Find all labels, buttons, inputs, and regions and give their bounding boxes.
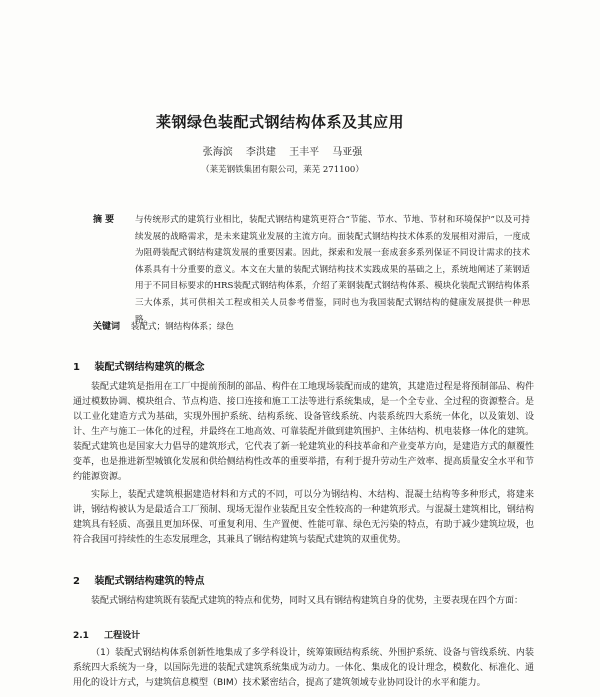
subsection-2-1-title: 工程设计 bbox=[104, 631, 141, 641]
abstract-text: 与传统形式的建筑行业相比，装配式钢结构建筑更符合“节能、节水、节地、节材和环境保护”以及可持续发展的战略需求，是未来建筑业发展的主流方向。面装配式钢结构技术体系的发展相对滞后，一度成为阻碍装配式钢结构建筑发展的重要因素。因此，探索和发展一套成套多系列保证不同设计需求的技术体系具有十分重要的意义。本文在大量的装配式钢结构技术实践成果的基础之上，系统地阐述了莱钢适用于不同目标要求的HRS装配式钢结构体系，介绍了莱钢装配式钢结构体系、模块化装配式钢结构体系三大体系，其可供相关工程或相关人员参考借鉴，同时也为我国装配式钢结构的健康发展提供一种思路。 bbox=[135, 215, 530, 325]
section-2-paragraph-1: 装配式钢结构建筑既有装配式建筑的特点和优势，同时又具有钢结构建筑自身的优势，主要表现在四个方面： bbox=[91, 596, 524, 606]
subsection-2-1-number: 2.1 bbox=[73, 631, 89, 641]
subsection-2-1-paragraph-1: （1）装配式钢结构体系创新性地集成了多学科设计，统筹策顾结构系统、外围护系统、设备与管线系统、内装系统四大系统为一身，以国际先进的装配式建筑系统集成为动力。一体化、集成化的设计理念，模数化、标准化、通用化的设计方式，与建筑信息模型（BIM）技术紧密结合，提高了建筑领域专业协同设计的水平和能力。 bbox=[73, 648, 534, 688]
section-2-heading bbox=[73, 572, 204, 587]
section-2-title: 装配式钢结构建筑的特点 bbox=[94, 576, 205, 587]
affiliation: （莱芜钢铁集团有限公司，莱芜 271100） bbox=[201, 165, 364, 175]
section-1-number: 1 bbox=[73, 362, 80, 373]
keywords-label: 关键词 bbox=[93, 322, 121, 332]
keywords-text: 装配式；钢结构体系；绿色 bbox=[130, 322, 234, 332]
subsection-2-1-heading bbox=[73, 628, 140, 641]
section-2-number: 2 bbox=[73, 576, 80, 587]
abstract-label: 摘 要 bbox=[93, 215, 115, 225]
section-1-paragraph-2: 实际上，装配式建筑根据建造材料和方式的不同，可以分为钢结构、木结构、混凝土结构等多种形式，将建来讲，钢结构被认为是最适合工厂预制、现场无湿作业装配且安全性较高的一种建筑形式。与混凝土建筑相比，钢结构建筑具有轻质、高强且更加环保、可重复利用、生产置便、性能可靠、绿色无污染的特点，有助于减少建筑垃圾，也符合我国可持续性的生态发展理念，其兼具了钢结构建筑与装配式建筑的双重优势。 bbox=[73, 490, 534, 545]
paper-title: 莱钢绿色装配式钢结构体系及其应用 bbox=[155, 113, 404, 131]
section-1-title: 装配式钢结构建筑的概念 bbox=[94, 362, 205, 373]
section-1-heading bbox=[73, 358, 204, 373]
keywords-block bbox=[93, 320, 530, 334]
author-list: 张海滨 李洪建 王丰平 马亚强 bbox=[202, 147, 363, 158]
abstract-block bbox=[93, 212, 530, 328]
section-1-paragraph-1: 装配式建筑是指用在工厂中提前预制的部品、构件在工地现场装配而成的建筑，其建造过程是将预制部品、构件通过模数协调、模块组合、节点构造、接口连接和施工工法等进行系统集成，是一个全专业、全过程的资源整合。是以工业化建造方式为基础，实现外围护系统、结构系统、设备管线系统、内装系统四大系统一体化，以及策划、设计、生产与施工一体化的过程，并最终在工地高效、可靠装配并做到建筑围护、主体结构、机电装修一体化的建筑。装配式建筑也是国家大力倡导的建筑形式，它代表了新一轮建筑业的科技革命和产业变革方向，是建造方式的颠覆性变革，也是推进新型城镇化发展和供给侧结构性改革的重要举措，有利于提升劳动生产效率、提高质量安全水平和节约能源资源。 bbox=[73, 382, 534, 482]
